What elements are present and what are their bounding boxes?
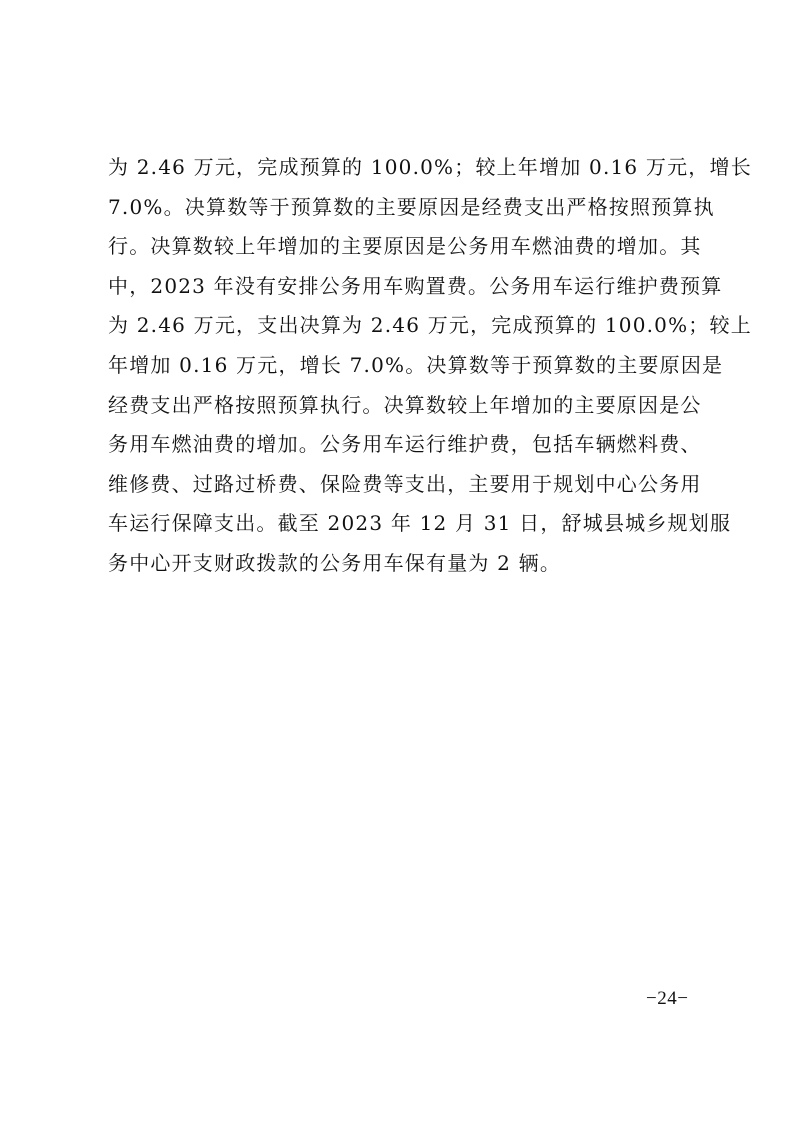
text-line: 务中心开支财政拨款的公务用车保有量为 2 辆。 [108, 550, 562, 575]
text-line: 车运行保障支出。截至 2023 年 12 月 31 日，舒城县城乡规划服 [108, 511, 732, 536]
text-line: 年增加 0.16 万元，增长 7.0%。决算数等于预算数的主要原因是 [108, 352, 724, 377]
body-paragraph [108, 148, 752, 584]
text-line: 经费支出严格按照预算执行。决算数较上年增加的主要原因是公 [108, 392, 702, 417]
text-line: 7.0%。决算数等于预算数的主要原因是经费支出严格按照预算执 [108, 194, 715, 219]
text-line: 为 2.46 万元，完成预算的 100.0%；较上年增加 0.16 万元，增长 [108, 155, 752, 179]
text-line: 中，2023 年没有安排公务用车购置费。公务用车运行维护费预算 [108, 273, 723, 298]
page-number: −24− [646, 988, 689, 1009]
text-line: 务用车燃油费的增加。公务用车运行维护费，包括车辆燃料费、 [108, 432, 702, 457]
text-line: 为 2.46 万元，支出决算为 2.46 万元，完成预算的 100.0%；较上 [108, 313, 752, 338]
text-line: 行。决算数较上年增加的主要原因是公务用车燃油费的增加。其 [108, 234, 702, 259]
text-line: 维修费、过路过桥费、保险费等支出，主要用于规划中心公务用 [108, 471, 702, 496]
